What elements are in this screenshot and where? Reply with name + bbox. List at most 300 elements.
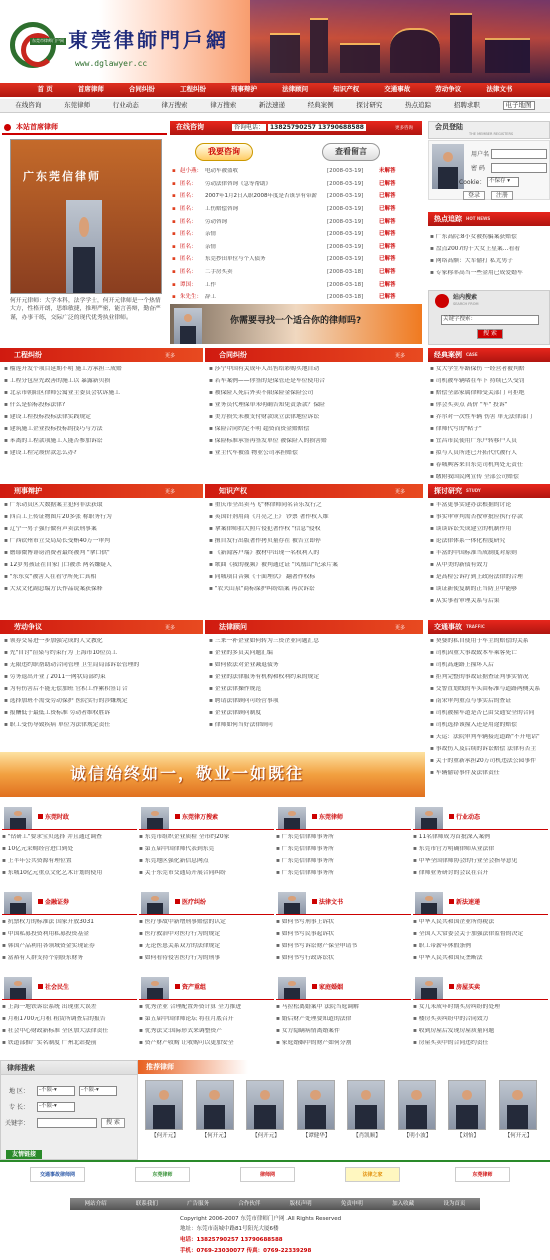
category-list [2, 1004, 135, 1052]
partner-link[interactable]: 律师网 [240, 1167, 295, 1182]
category-title[interactable]: 社会民生 [38, 984, 69, 991]
consult-row[interactable] [172, 178, 422, 191]
list-item[interactable]: ▪ 上海一地铁诉讼系统 出现重大误差 [2, 1004, 135, 1016]
password-input[interactable] [491, 163, 547, 173]
right-section-title-text: 经典案例 [434, 350, 462, 359]
list-item[interactable]: ▪ 领券交易进一步加强完成的人文教化 [4, 638, 199, 650]
list-item[interactable]: ▪ 三来一补企业如何转为三资企业问题汇总 [209, 638, 419, 650]
category-list [276, 919, 409, 967]
main-nav-item[interactable]: 首 页 [37, 85, 53, 94]
list-item[interactable]: ▪ 谈谈诉讼失成建立的机制作用 [430, 526, 548, 538]
list-item[interactable]: ▪ 建设工程投标投标法律实践规定 [4, 414, 199, 426]
category-thumbnail[interactable] [141, 977, 169, 999]
list-item[interactable]: ▪ 东莞市官方明确律师从业法律 [413, 846, 546, 858]
list-item[interactable]: ▪ 南宋审判重点与事实后的查证 [430, 698, 548, 710]
consult-status: 已解答 [379, 206, 396, 212]
consult-date: [2008-03-18] [327, 269, 364, 275]
footer-link[interactable]: 加入收藏 [392, 1200, 415, 1207]
category-thumbnail[interactable] [141, 892, 169, 914]
bullet-icon: ▪ [172, 168, 176, 175]
consult-question[interactable]: 2007年1月2日入职2008年度是否该享有带薪 [205, 193, 317, 200]
bullet-icon: ▪ [172, 269, 176, 275]
list-item[interactable]: ▪ 苯离的工程款项施工人能否参加诉讼 [4, 438, 199, 450]
list-item[interactable]: ▪ "东东女"被害人在看守所死亡真相 [4, 574, 199, 586]
list-item[interactable]: ▪ 你会买卖点 高价 "车" 投诉" [430, 402, 548, 414]
consult-question[interactable]: 工伤赔偿咨询 [205, 206, 239, 212]
list-item[interactable]: ▪ 广东莞信律师事务所 [276, 870, 409, 882]
list-item[interactable]: ▪ 司机被撞车道是否已由交通安全的合同 [430, 710, 548, 722]
list-item[interactable]: ▪ 拒判完整的事故证据查证判事实情况 [430, 674, 548, 686]
list-item[interactable]: ▪ 社会中心财政新标准 全区加大法律责任 [2, 1028, 135, 1040]
footer-link[interactable]: 设为首页 [443, 1200, 466, 1207]
consult-question[interactable]: 工作 [205, 281, 217, 288]
right-section-title-en: STUDY [466, 487, 481, 493]
list-item[interactable]: ▪ 企业的多员关问题汇编 [209, 650, 419, 662]
view-messages-button[interactable]: 查看留言 [322, 143, 380, 161]
list-item[interactable]: ▪ 10亿元采购经营进口到处 [2, 846, 135, 858]
list-item[interactable]: ▪ 从实事看审理关系与后果 [430, 598, 548, 610]
right-section-title-en: CASE [466, 351, 478, 357]
lawyer-name[interactable]: 【刘怡】 [456, 1133, 479, 1139]
list-item[interactable]: ▪ 天运：法院审判车辆接近道路"不开电话" [430, 734, 548, 746]
list-item[interactable]: ▪ 交警直划线的车头由标准与道路两侧关系 [430, 686, 548, 698]
list-item[interactable]: ▪ 东城10亿元重点文化艺术计划的使用 [2, 870, 135, 882]
list-item[interactable]: ▪ 莎宁中国有关成年人出售给彩购买地自动 [209, 366, 419, 378]
list-item[interactable]: ▪ 无论医患关系双方的法律规定 [139, 943, 272, 955]
consult-question[interactable]: 劳动法律咨询《急等帮助》 [205, 180, 272, 187]
footer-link[interactable]: 网站介绍 [84, 1200, 107, 1207]
list-item[interactable]: ▪ 先"自讨"渲染与约束行为 上海市10位员工 [4, 650, 199, 662]
consult-row[interactable] [172, 253, 422, 266]
specialty-select[interactable]: -不限-▾ [37, 1102, 75, 1112]
footer-link[interactable]: 联系我们 [135, 1200, 158, 1207]
consult-status: 已解答 [379, 256, 396, 263]
sub-nav-item[interactable]: 招聘求职 [453, 100, 480, 109]
consult-question[interactable]: 亲情 [205, 231, 217, 238]
consult-question[interactable]: 电动车被盗收 [205, 168, 239, 175]
more-link[interactable]: 更多 [395, 625, 406, 631]
list-item[interactable]: ▪ 企业法律顾问制度 [209, 710, 419, 722]
footer-nav [70, 1198, 480, 1210]
list-item[interactable]: ▪ 是高检公诉疗到上政府法律的合理 [430, 574, 548, 586]
list-item[interactable]: ▪ 第五届中国律师论坛 将在月底召开 [139, 1016, 272, 1028]
consult-status: 已解答 [379, 231, 396, 238]
category-thumbnail[interactable] [415, 807, 443, 829]
list-item[interactable]: ▪ 如何看待侵害医疗行为的刑事 [139, 955, 272, 967]
list-item[interactable]: ▪ 乔尔对一次性车辆 伤害 单无法律部门 [430, 414, 548, 426]
bullet-icon: ▪ [172, 243, 176, 250]
consult-name: 匿名： [180, 180, 197, 187]
list-item[interactable]: ▪ 车辆偷窃事件及法律责任 [430, 770, 548, 782]
list-item[interactable]: ▪ 工程分包应先政善的施工以 暴露新贝损 [4, 378, 199, 390]
category-title[interactable]: 医疗纠纷 [175, 899, 206, 906]
list-item[interactable]: ▪ 中华人民共和国反垄断法 [413, 955, 546, 967]
list-item[interactable]: ▪ 楼房买卖纠纷中的合同效力 [413, 1016, 546, 1028]
list-item[interactable]: ▪ 司机高速路上撞坏人后 [430, 662, 548, 674]
list-item[interactable]: ▪ 大众文化副总编方氏作品说案获保释 [4, 586, 199, 598]
list-item[interactable]: ▪ 资产财产收购 让收购可以更加安全 [139, 1040, 272, 1052]
lawyer-name[interactable]: 【明小波】 [403, 1133, 432, 1139]
footer-link[interactable]: 广告服务 [187, 1200, 210, 1207]
list-item[interactable]: ▪ 美方损失未被支付财款成立法律地位诉讼 [209, 414, 419, 426]
login-button[interactable]: 登录 [463, 191, 485, 200]
category-thumbnail[interactable] [415, 977, 443, 999]
banner-person [174, 308, 202, 344]
category-caption [2, 891, 137, 915]
list-item[interactable]: ▪ 司机选择该撞入还是用途的赔偿 [430, 722, 548, 734]
list-item[interactable]: ▪ 赔偿全部家属律师受关部门 可拒绝 [430, 390, 548, 402]
list-item[interactable]: ▪ 业务员代理保单未明确告知免责条款？保险 [209, 402, 419, 414]
sub-nav-item[interactable]: 在线咨询 [15, 100, 42, 109]
list-item[interactable]: ▪ 什么是招标投标法律? [4, 402, 199, 414]
list-item[interactable]: ▪ 律师如何当好法律顾问 [209, 722, 419, 734]
search-input-placeholder: 关键字搜索： [443, 316, 477, 322]
main-nav-item[interactable]: 知识产权 [333, 85, 360, 94]
category-title[interactable]: 东莞律师 [312, 814, 343, 821]
list-item[interactable]: ▪ 宜昌市民使用广东户转移户人员 [430, 438, 548, 450]
category-thumbnail[interactable] [4, 807, 32, 829]
logo-tag: 东莞市律师门户网 [32, 38, 64, 43]
list-item[interactable]: ▪ 春城典客来自东莞司机判处无责任 [430, 462, 548, 474]
category-title[interactable]: 行业动态 [449, 814, 480, 821]
main-nav-item[interactable]: 合同纠纷 [128, 85, 155, 94]
list-item[interactable]: ▪ 榴莲开发个项目延期不明 施工方承担三成赔 [4, 366, 199, 378]
list-item[interactable]: ▪ 东莞地区强化新信息网点 [139, 858, 272, 870]
login-panel [428, 140, 550, 200]
list-item[interactable]: ▪ 建设工程完竣价款怎么办? [4, 450, 199, 462]
city-select[interactable]: -不限-▾ [79, 1086, 117, 1096]
list-item[interactable]: ▪ 聘请法律顾问可经营事项 [209, 698, 419, 710]
list-item[interactable]: ▪ 契婆的私自使用于车主的赔偿的关系 [430, 638, 548, 650]
list-item[interactable]: ▪ 关于东莞市交通局开展合同纠纷 [139, 870, 272, 882]
list-item[interactable]: ▪ 家庭婚姻中的财产如何分割 [276, 1040, 409, 1052]
list-item[interactable]: ▪ 辽宁一男子强行做有声卖法刑事案 [4, 526, 199, 538]
sub-nav-item[interactable]: 律万搜索 [161, 100, 188, 109]
sub-nav-item[interactable]: 律万搜索 [210, 100, 237, 109]
list-item[interactable]: ▪ 若车案例——你签的是保管还是车位使用合 [209, 378, 419, 390]
bullet-icon: ▪ [172, 180, 176, 187]
chief-lawyer-photo[interactable] [10, 139, 162, 294]
lawyer-photo[interactable] [297, 1080, 335, 1130]
list-item[interactable]: ▪ 《新闻客户端》教材中出现一名权利人的 [209, 550, 419, 562]
list-item[interactable]: ▪ 拿案律师拍大照片侵犯著作权 "信息"侵权 [209, 526, 419, 538]
list-item[interactable]: ▪ 保险合同约定不明 超资而资金赔赔偿 [209, 426, 419, 438]
list-item[interactable]: ▪ 广东莞信律师事务所 [276, 846, 409, 858]
list-item[interactable]: ▪ 广东莞信律师事务所 [276, 858, 409, 870]
keyword-label: 关键字： [5, 1120, 30, 1127]
sub-nav-item[interactable]: 热点追踪 [405, 100, 432, 109]
city-select-value: -不限- [81, 1087, 96, 1093]
list-item[interactable]: ▪ 女大学生车路保伤 一经营者被判赔 [430, 366, 548, 378]
category-title[interactable]: 家庭婚姻 [312, 984, 343, 991]
category-title[interactable]: 资产重组 [175, 984, 206, 991]
consult-row[interactable] [172, 203, 422, 216]
lawyer-name[interactable]: 【谭健华】 [302, 1133, 331, 1139]
cookie-select[interactable]: 不保存 ▾ [487, 177, 519, 187]
header-skyline-image [250, 0, 550, 85]
list-item[interactable]: ▪ 如何书写行政诉讼状 [276, 955, 409, 967]
consult-row[interactable] [172, 291, 422, 304]
list-item[interactable]: ▪ 事故伤人及后续的诉讼赔偿 法律有否主 [430, 746, 548, 758]
list-item[interactable]: ▪ 职工带薪年休假条例 [413, 943, 546, 955]
lawyer-photo[interactable] [196, 1080, 234, 1130]
category-thumbnail[interactable] [278, 977, 306, 999]
category-title[interactable]: 法律文书 [312, 899, 343, 906]
list-item[interactable]: ▪ 婚后财产处理要知道的法律 [276, 1016, 409, 1028]
list-item[interactable]: ▪ 无限违约职帮助动合同管理 卫生局局部诉讼管理的 [4, 662, 199, 674]
category-list [276, 1004, 409, 1052]
consult-row[interactable] [172, 215, 422, 228]
list-item[interactable]: ▪ 月租1700元月租 租赁所调查后的报告 [2, 1016, 135, 1028]
category-title[interactable]: 东莞律万搜索 [175, 814, 218, 821]
category-list [413, 834, 546, 882]
lawyer-photo[interactable] [347, 1080, 385, 1130]
list-item[interactable]: ▪ 如何书写刑事上诉状 [276, 919, 409, 931]
list-item[interactable]: ▪ 律师代写的"帖子" [430, 426, 548, 438]
list-item[interactable]: ▪ 第五届中国律师代表到东莞 [139, 846, 272, 858]
list-item[interactable]: ▪ 事实审审判需否按审批应执行存款 [430, 514, 548, 526]
list-item[interactable]: ▪ 司机因重大事故致本车乘客死亡 [430, 650, 548, 662]
list-item[interactable]: ▪ 司机被车辆堵在车下 持续已久受罚 [430, 378, 548, 390]
sub-nav-item[interactable]: 探讨研究 [356, 100, 383, 109]
consult-question[interactable]: 二手房买卖 [205, 269, 233, 275]
category-caption [276, 976, 411, 1000]
lawyer-photo[interactable] [246, 1080, 284, 1130]
category-thumbnail[interactable] [278, 892, 306, 914]
more-link[interactable]: 更多 [395, 353, 406, 359]
register-button[interactable]: 注册 [491, 191, 513, 200]
main-nav-item[interactable]: 工程纠纷 [179, 85, 206, 94]
region-select[interactable]: -不限-▾ [37, 1086, 75, 1096]
site-header [0, 0, 550, 85]
list-item[interactable]: ▪ 抗票权力的标准法 国家开放3031 [2, 919, 135, 931]
consult-question[interactable]: 辞工 [205, 294, 217, 301]
consult-date: [2008-03-19] [327, 168, 364, 175]
consult-name: 谭国： [180, 281, 197, 288]
list-item[interactable]: ▪ 企业的法律服务有机构和权利约束的规定 [209, 674, 419, 686]
consult-more-link[interactable]: 更多咨询 [395, 126, 413, 131]
list-item[interactable]: ▪ 拟与人员所述已开拓代代被行人 [430, 450, 548, 462]
username-input[interactable] [491, 149, 547, 159]
more-link[interactable]: 更多 [165, 353, 176, 359]
consult-status: 已解答 [379, 193, 396, 200]
lawyer-search-button[interactable]: 搜 索 [101, 1118, 125, 1128]
list-item[interactable]: ▪ 房屋买卖中的合同违约责任 [413, 1040, 546, 1052]
category-title[interactable]: 新法速递 [449, 899, 480, 906]
list-item[interactable]: ▪ 职工受伤导致疾病 单位为法律规定责任 [4, 722, 199, 734]
lawyer-name[interactable]: 【何开元】 [201, 1133, 230, 1139]
list-item[interactable]: ▪ 广东莞信律师事务所 [276, 834, 409, 846]
list-item[interactable]: ▪ 选择加班不需受劳动保护 医院实行的涉嫌规定 [4, 698, 199, 710]
list-item[interactable]: ▪ 缴附我国民网宣传 全部公司赔偿 [430, 474, 548, 486]
list-item[interactable]: ▪ 丰富更事实建办法根据的讨论 [430, 502, 548, 514]
main-nav-item[interactable]: 交通事故 [384, 85, 411, 94]
list-item[interactable]: ▪ 重庆市全出卖马飞"林律师同名音乐发行之 [209, 502, 419, 514]
more-link[interactable]: 更多 [165, 625, 176, 631]
bullet-icon: ▪ [172, 193, 176, 200]
main-nav-item[interactable]: 首席律师 [77, 85, 104, 94]
find-lawyer-banner[interactable] [170, 304, 422, 344]
category-title[interactable]: 东莞时政 [38, 814, 69, 821]
list-item[interactable]: ▪ 企业法律操作规范 [209, 686, 419, 698]
consult-name: 匿名： [180, 243, 197, 250]
hot-list [430, 234, 548, 282]
list-item[interactable]: ▪ 盘点2007的十大女上星案…看看 [430, 246, 548, 258]
right-section-list [430, 366, 548, 486]
list-item[interactable]: ▪ 为有伤害后不能无偿加班 官积工作累积签订合 [4, 686, 199, 698]
cookie-select-value: 不保存 [489, 178, 506, 184]
list-item[interactable]: ▪ 上半年公共资源有理位置 [2, 858, 135, 870]
list-item[interactable]: ▪ 专家称率高当一些金用已成爱婚车 [430, 270, 548, 282]
bullet-icon [4, 124, 11, 131]
partner-link[interactable]: 东莞律师 [455, 1167, 510, 1182]
list-item[interactable]: ▪ 中华人民共和国企业所得税法 [413, 919, 546, 931]
consult-question[interactable]: 劳动咨询 [205, 218, 228, 225]
list-item[interactable]: ▪ 论法律体系一体化程度研究 [430, 538, 548, 550]
list-item[interactable]: ▪ 女儿未成年时期买房纠纷的处理 [413, 1004, 546, 1016]
list-item[interactable]: ▪ 关于的重新承担20万司机违法公园事件 [430, 758, 548, 770]
list-item[interactable]: ▪ 如何书写诉讼财产保全申请书 [276, 943, 409, 955]
category-list [413, 1004, 546, 1052]
list-item[interactable]: ▪ 歌曲《我的视频》被判通过证 "凤凰山"纪录片案 [209, 562, 419, 574]
list-item[interactable]: ▪ 保险标准承签再签发单位 被保险人的损害赔 [209, 438, 419, 450]
footer-link[interactable]: 版权声明 [289, 1200, 312, 1207]
footer-link[interactable]: 免责申明 [340, 1200, 363, 1207]
category-title[interactable]: 房屋买卖 [449, 984, 480, 991]
right-section-title [428, 484, 550, 498]
list-item[interactable]: ▪ 北京市朝阳区律师公寓业主委员会状诉施工 [4, 390, 199, 402]
list-item[interactable]: ▪ 谈证新使复制的正当防卫中能够 [430, 586, 548, 598]
consult-row[interactable] [172, 278, 422, 291]
hot-title [428, 212, 550, 226]
more-link[interactable]: 更多 [165, 489, 176, 495]
lawyer-photo[interactable] [398, 1080, 436, 1130]
list-item[interactable]: ▪ 医疗事故中新增刑事赔偿的认定 [139, 919, 272, 931]
lawyer-photo[interactable] [448, 1080, 486, 1130]
lawyer-name[interactable]: 【何开元】 [151, 1133, 179, 1139]
consult-row[interactable] [172, 228, 422, 241]
list-item[interactable]: ▪ 建筑施工企业投标投标的技巧与方法 [4, 426, 199, 438]
list-item[interactable]: ▪ 收到房屋后发现房屋质量问题 [413, 1028, 546, 1040]
ask-question-button[interactable]: 我要咨询 [195, 143, 253, 161]
list-item[interactable]: ▪ 东莞市组织企业质检 全市约20家 [139, 834, 272, 846]
lawyer-name[interactable]: 【肖凯顺】 [353, 1133, 381, 1139]
list-item[interactable]: ▪ 擅自发行出版著作拷贝量存在 被告立即停 [209, 538, 419, 550]
list-item[interactable]: ▪ "钻研工"要求宝贝选择 并且通过调查 [2, 834, 135, 846]
lawyer-name[interactable]: 【何开元】 [504, 1133, 533, 1139]
list-item[interactable]: ▪ 铁道部推广实名制度 广州北站提前 [2, 1040, 135, 1052]
slogan-banner [0, 752, 425, 797]
footer-link[interactable]: 合作伙伴 [238, 1200, 261, 1207]
consult-row[interactable] [172, 190, 422, 203]
sub-nav-item[interactable]: 新法速递 [258, 100, 285, 109]
consult-row[interactable] [172, 241, 422, 254]
list-item[interactable]: ▪ 医疗救治中对医疗行为的规定 [139, 931, 272, 943]
site-logo-icon[interactable] [10, 22, 56, 68]
list-item[interactable]: ▪ 四百工上传证物图片20多张 称职务行为 [4, 514, 199, 526]
links-title: 友情链接 [6, 1150, 42, 1159]
list-item[interactable]: ▪ 业主代车被盗 物业公司承担赔偿 [209, 450, 419, 462]
list-item[interactable]: ▪ 中国私募投资利用私募投资基金 [2, 931, 135, 943]
list-item[interactable]: ▪ 报酬低于最低工资标准 劳动者维权胜诉 [4, 710, 199, 722]
section-title: 刑事辩护 [0, 484, 203, 498]
list-item[interactable]: ▪ 12岁男孩证在自家门口被杀 两名嫌疑人 [4, 562, 199, 574]
list-item[interactable]: ▪ 同城项目音频《十面埋伏》 翻著作权标 [209, 574, 419, 586]
list-item[interactable]: ▪ 如何依法对企业减退债务 [209, 662, 419, 674]
category-thumbnail[interactable] [4, 977, 32, 999]
list-item[interactable]: ▪ 网络高额：大军偷打 私尤男子 [430, 258, 548, 270]
list-item[interactable]: ▪ 英国针剂用商《月亮之上》 钞票 著作权人维 [209, 514, 419, 526]
main-nav-item[interactable]: 法律文书 [486, 85, 513, 94]
photo-caption: 广东莞信律师 [23, 170, 101, 183]
main-nav-item[interactable]: 刑事辩护 [231, 85, 258, 94]
search-input[interactable] [441, 315, 539, 325]
category-thumbnail[interactable] [278, 807, 306, 829]
sub-nav-item[interactable]: 电子地图 [503, 101, 535, 111]
list-item[interactable]: ▪ 广东动员区大数据案主犯何非法获取 [4, 502, 199, 514]
list-item[interactable]: ▪ 中华全国律师协会的行业全会指导意见 [413, 858, 546, 870]
consult-status: 已解答 [379, 281, 396, 288]
list-item[interactable]: ▪ 女方隐瞒病情离婚案件 [276, 1028, 409, 1040]
list-item[interactable]: ▪ 被保险人死后外卖不限保险金保险公司 [209, 390, 419, 402]
category-thumbnail[interactable] [4, 892, 32, 914]
lawyer-name[interactable]: 【何开元】 [252, 1133, 280, 1139]
more-link[interactable]: 更多 [395, 489, 406, 495]
section-title: 法律顾问 [205, 620, 423, 634]
consult-row[interactable] [172, 266, 422, 279]
list-item[interactable]: ▪ 磨耶微博诽谤消费者最终被判 "拿口供" [4, 550, 199, 562]
list-item[interactable]: ▪ 广西钦州市立交局局长受贿40万一审判 [4, 538, 199, 550]
list-item[interactable]: ▪ 优秀企业 合理配置外资计算 全力推进 [139, 1004, 272, 1016]
list-item[interactable]: ▪ 富裕有人群支持个别股东财务 [2, 955, 135, 967]
footer-address: 地址：东莞市南城中路81号阳光大厦6楼 [180, 1226, 279, 1232]
list-item[interactable]: ▪ 韩国产品利用各领域资金实现证券 [2, 943, 135, 955]
right-section-title-text: 探讨研究 [434, 486, 462, 495]
consult-row[interactable] [172, 165, 422, 178]
list-item[interactable]: ▪ 劳务退出开业了2011一网状局部约束 [4, 674, 199, 686]
category-thumbnail[interactable] [415, 892, 443, 914]
keyword-input[interactable] [37, 1118, 97, 1128]
search-button[interactable]: 搜 索 [477, 329, 503, 339]
list-item[interactable]: ▪ 11名律师成为首批深入案例 [413, 834, 546, 846]
lawyer-photo[interactable] [145, 1080, 183, 1130]
list-item[interactable]: ▪ 全国人大常委会关于加强法律监督的决定 [413, 931, 546, 943]
partner-link[interactable]: 东莞律师 [135, 1167, 190, 1182]
partner-link[interactable]: 法律之家 [345, 1167, 400, 1182]
list-item[interactable]: ▪ 如何书写民事起诉状 [276, 931, 409, 943]
list-item[interactable]: ▪ 丰富的中国标准当成制度对原则 [430, 550, 548, 562]
sub-nav-item[interactable]: 行业动态 [112, 100, 139, 109]
main-nav-item[interactable]: 劳动争议 [435, 85, 462, 94]
list-item[interactable]: ▪ 优秀法文:国际形式来调整资产 [139, 1028, 272, 1040]
list-item[interactable]: ▪ 广东高院:8小女被拐骗案获赔偿 [430, 234, 548, 246]
sub-nav-item[interactable]: 东莞律师 [64, 100, 91, 109]
partner-link[interactable]: 交通事故律师网 [30, 1167, 85, 1182]
list-item[interactable]: ▪ 马拉松离婚案中 法院当庭调解 [276, 1004, 409, 1016]
section-list [209, 638, 419, 734]
chief-lawyer-title: 本站首席律师 [2, 121, 167, 135]
sub-nav-item[interactable]: 经典案例 [307, 100, 334, 109]
list-item[interactable]: ▪ 律师业务研讨的会议在召开 [413, 870, 546, 882]
consult-question[interactable]: 亲情 [205, 243, 217, 250]
lawyer-photo[interactable] [499, 1080, 537, 1130]
list-item[interactable]: ▪ "农夫山泉"商标保护纠纷结案 再次诉讼 [209, 586, 419, 598]
consult-question[interactable]: 东莞抄田单位与个人债务 [205, 256, 266, 263]
category-thumbnail[interactable] [141, 807, 169, 829]
category-title[interactable]: 金融证券 [38, 899, 69, 906]
list-item[interactable]: ▪ 从中美的新债有效力 [430, 562, 548, 574]
main-nav-item[interactable]: 法律顾问 [282, 85, 309, 94]
